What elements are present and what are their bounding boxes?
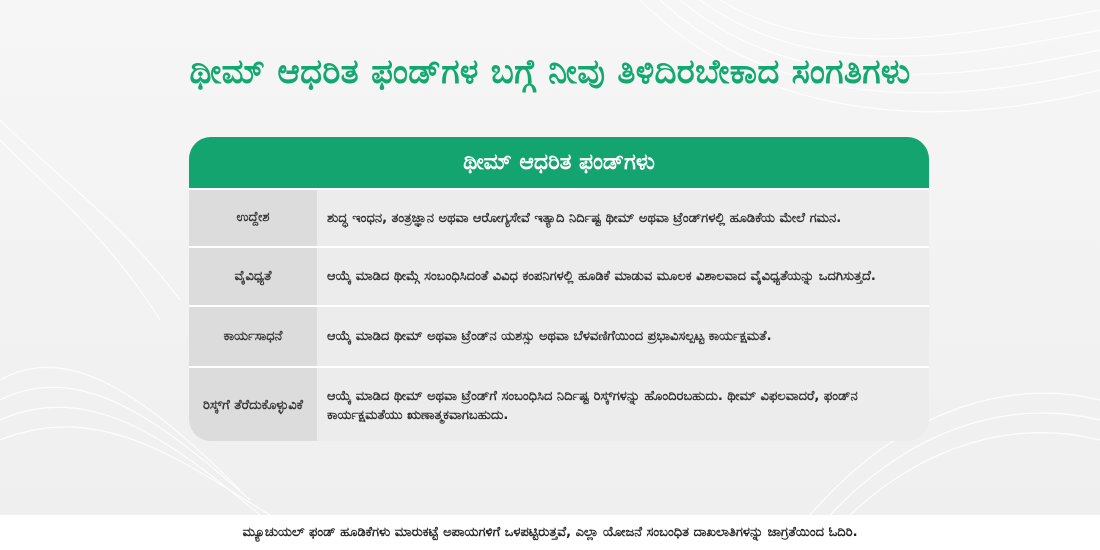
table-row-performance: [189, 305, 929, 366]
page-title: ಥೀಮ್ ಆಧರಿತ ಫಂಡ್‌ಗಳ ಬಗ್ಗೆ ನೀವು ತಿಳಿದಿರಬೇಕಾದ ಸಂಗತಿಗಳು: [189, 52, 911, 92]
table-row-objective: [189, 188, 929, 246]
row-label: ಉದ್ದೇಶ: [189, 190, 317, 246]
theme-fund-table: [189, 137, 929, 441]
table-header: ಥೀಮ್ ಆಧರಿತ ಫಂಡ್‌ಗಳು: [189, 137, 929, 188]
table-row-diversification: [189, 246, 929, 305]
table-row-risk-exposure: [189, 366, 929, 441]
row-description: ಆಯ್ಕೆ ಮಾಡಿದ ಥೀಮ್ ಅಥವಾ ಟ್ರೆಂಡ್‌ಗೆ ಸಂಬಂಧಿಸಿದ ನಿರ್ದಿಷ್ಟ ರಿಸ್ಕ್‌ಗಳನ್ನು ಹೊಂದಿರಬಹುದು. ಥೀಮ್ ವಿಫಲವಾದರೆ, ಫಂಡ್‌ನ ಕಾರ್ಯಕ್ಷಮತೆಯು ಋಣಾತ್ಮಕವಾಗಬಹುದು.: [317, 368, 929, 441]
row-description: ಶುದ್ಧ ಇಂಧನ, ತಂತ್ರಜ್ಞಾನ ಅಥವಾ ಆರೋಗ್ಯಸೇವೆ ಇತ್ಯಾದಿ ನಿರ್ದಿಷ್ಟ ಥೀಮ್ ಅಥವಾ ಟ್ರೆಂಡ್‌ಗಳಲ್ಲಿ ಹೂಡಿಕೆಯ ಮೇಲೆ ಗಮನ.: [317, 190, 929, 246]
row-description: ಆಯ್ಕೆ ಮಾಡಿದ ಥೀಮ್ ಅಥವಾ ಟ್ರೆಂಡ್‌ನ ಯಶಸ್ಸು ಅಥವಾ ಬೆಳವಣಿಗೆಯಿಂದ ಪ್ರಭಾವಿಸಲ್ಪಟ್ಟ ಕಾರ್ಯಕ್ಷಮತೆ.: [317, 307, 929, 366]
row-description: ಆಯ್ಕೆ ಮಾಡಿದ ಥೀಮ್ಗೆ ಸಂಬಂಧಿಸಿದಂತೆ ವಿವಿಧ ಕಂಪನಿಗಳಲ್ಲಿ ಹೂಡಿಕೆ ಮಾಡುವ ಮೂಲಕ ವಿಶಾಲವಾದ ವೈವಿಧ್ಯತೆಯನ್ನು ಒದಗಿಸುತ್ತದೆ.: [317, 248, 929, 305]
row-label: ವೈವಿಧ್ಯತೆ: [189, 248, 317, 305]
row-label: ರಿಸ್ಕ್‌ಗೆ ತೆರೆದುಕೊಳ್ಳುವಿಕೆ: [189, 368, 317, 441]
disclaimer-footer: ಮ್ಯೂಚುಯಲ್ ಫಂಡ್ ಹೂಡಿಕೆಗಳು ಮಾರುಕಟ್ಟೆ ಅಪಾಯಗಳಿಗೆ ಒಳಪಟ್ಟಿರುತ್ತವೆ, ಎಲ್ಲಾ ಯೋಜನೆ ಸಂಬಂಧಿತ ದಾಖಲಾತಿಗಳನ್ನು ಜಾಗ್ರತೆಯಿಂದ ಓದಿರಿ.: [0, 515, 1100, 550]
row-label: ಕಾರ್ಯಸಾಧನೆ: [189, 307, 317, 366]
